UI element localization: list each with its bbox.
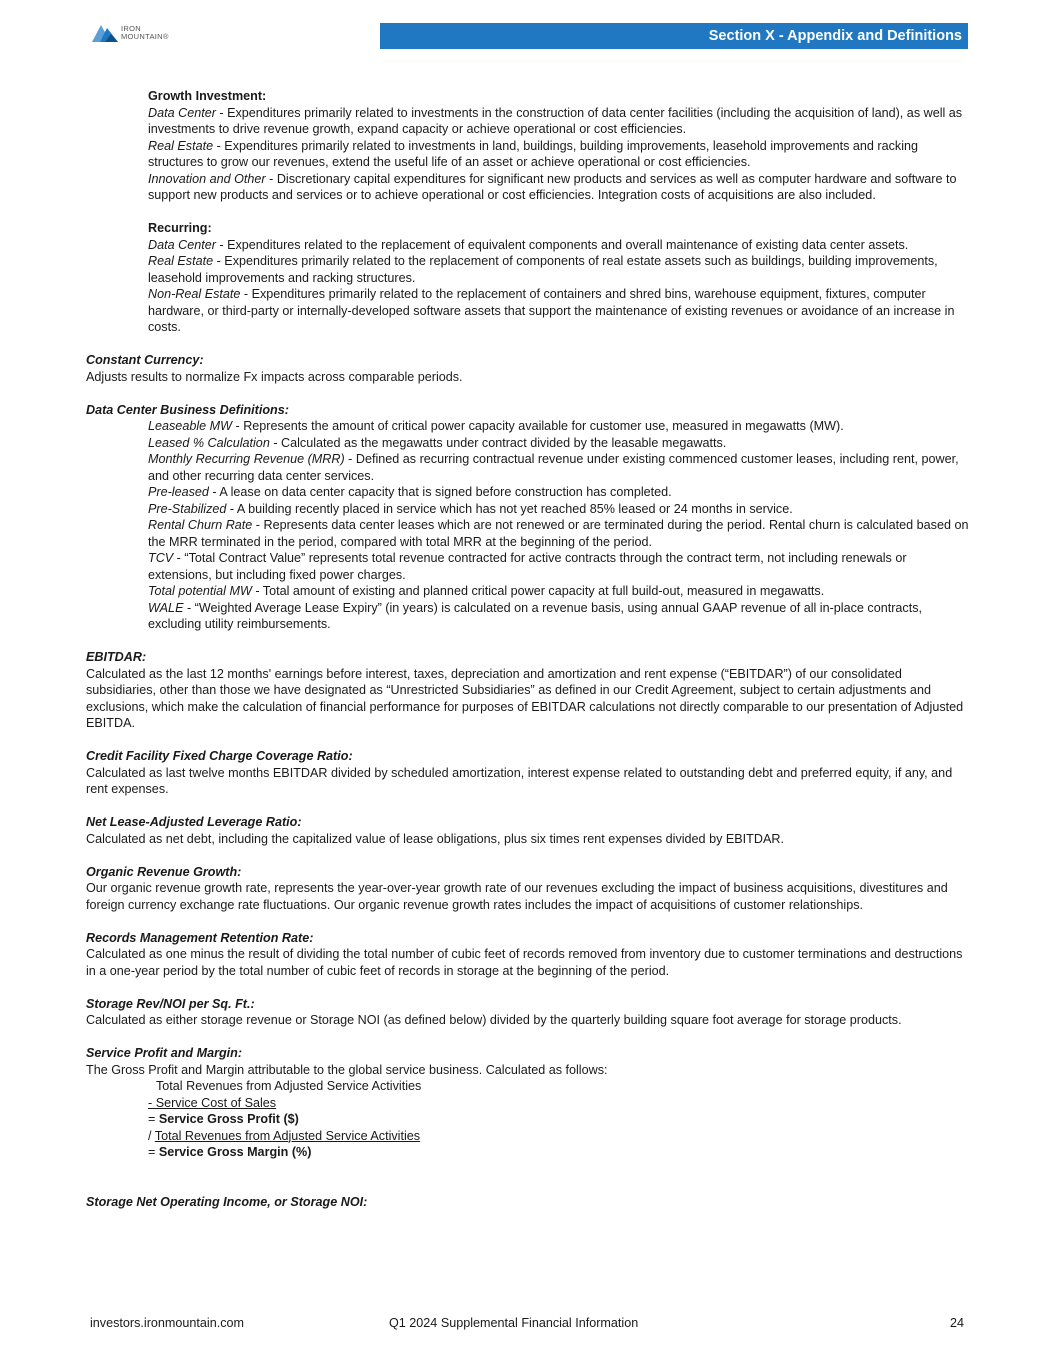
- credit-facility-heading: Credit Facility Fixed Charge Coverage Ratio:: [86, 749, 353, 763]
- records-retention-heading: Records Management Retention Rate:: [86, 930, 314, 945]
- definition-item: [148, 600, 971, 633]
- definition-text: - A lease on data center capacity that is signed before construction has completed.: [208, 485, 672, 499]
- definition-term: WALE: [148, 600, 184, 615]
- definition-term: Leased % Calculation: [148, 435, 270, 450]
- data-center-definitions-list: [86, 418, 971, 633]
- definition-term: Data Center: [148, 237, 216, 252]
- records-retention-text: Calculated as one minus the result of dividing the total number of cubic feet of records removed from inventory due to customer terminations and destructions in a one-year period by the total number of cubic feet of records in storage at the beginning of the period.: [86, 947, 963, 978]
- definition-item: [148, 517, 971, 550]
- organic-growth-text: Our organic revenue growth rate, represents the year-over-year growth rate of our revenues excluding the impact of business acquisitions, divestitures and foreign currency exchange rate fluctuations. Our organic revenue growth rates includes the impact of acquisitions of customer relationships.: [86, 881, 948, 912]
- definition-term: Total potential MW: [148, 584, 252, 598]
- recurring-heading: Recurring:: [148, 221, 212, 235]
- definition-term: Real Estate: [148, 138, 214, 153]
- definition-term: Pre-Stabilized: [148, 501, 227, 516]
- definition-item: [148, 435, 971, 452]
- calc-operator: =: [148, 1145, 159, 1159]
- footer-document-title: Q1 2024 Supplemental Financial Information: [389, 1316, 639, 1330]
- definition-term: Pre-leased: [148, 485, 209, 499]
- calc-operator: =: [148, 1112, 159, 1126]
- document-body: [86, 88, 971, 1210]
- definition-term: Leaseable MW: [148, 419, 232, 433]
- definition-item: [148, 418, 971, 435]
- definition-text: - Calculated as the megawatts under contract divided by the leasable megawatts.: [269, 435, 727, 450]
- footer-page-number: 24: [950, 1316, 965, 1330]
- definition-term: Real Estate: [148, 254, 214, 268]
- calc-line-5: [148, 1144, 971, 1161]
- definition-term: Rental Churn Rate: [148, 518, 253, 532]
- calc-line-3-text: Service Gross Profit ($): [158, 1112, 299, 1126]
- definition-item: [148, 550, 971, 583]
- section-banner: Section X - Appendix and Definitions: [380, 23, 968, 49]
- service-profit-text: The Gross Profit and Margin attributable to the global service business. Calculated as follows:: [86, 1062, 608, 1077]
- logo-line-2: MOUNTAIN®: [121, 32, 169, 41]
- service-profit-heading: Service Profit and Margin:: [86, 1046, 243, 1060]
- definition-term: Non-Real Estate: [148, 287, 241, 301]
- iron-mountain-logo: [92, 22, 169, 44]
- definition-text: - Expenditures primarily related to investments in land, buildings, building improvements, leasehold improvements and racking structures to grow our revenues, extend the useful life of an asset or achieve operational or cost efficiencies.: [148, 138, 919, 169]
- definition-text: - Represents data center leases which are not renewed or are terminated during the period. Rental churn is calculated based on the MRR terminated in the period, compared with total MRR at the beginning of the period.: [148, 518, 969, 549]
- constant-currency-heading: Constant Currency:: [86, 353, 204, 367]
- definition-item: [148, 286, 971, 336]
- calc-line-4: [148, 1128, 971, 1145]
- definition-text: - Expenditures primarily related to the replacement of containers and shred bins, warehouse equipment, fixtures, computer hardware, or third-party or internally-developed software assets that support the maintenance of existing revenues or avoidance of an increase in costs.: [148, 287, 955, 334]
- definition-text: - Total amount of existing and planned critical power capacity at full build-out, measured in megawatts.: [251, 584, 825, 598]
- organic-growth-heading: Organic Revenue Growth:: [86, 864, 242, 879]
- definition-item: [148, 451, 971, 484]
- definition-item: [148, 105, 971, 138]
- definition-text: - Expenditures related to the replacement of equivalent components and overall maintenance of existing data center assets.: [215, 237, 909, 252]
- service-profit-calculation: [86, 1078, 971, 1161]
- logo-text: [121, 25, 169, 42]
- data-center-definitions-heading: Data Center Business Definitions:: [86, 402, 289, 417]
- definition-item: [148, 501, 971, 518]
- calc-line-1: Total Revenues from Adjusted Service Activities: [156, 1079, 422, 1093]
- ebitdar-text: Calculated as the last 12 months' earnings before interest, taxes, depreciation and amortization and rent expense (“EBITDAR”) of our consolidated subsidiaries, other than those we have designated as “Unrestricted Subsidiaries” as defined in our Credit Agreement, subject to certain adjustments and exclusions, which make the calculation of financial performance for purposes of EBITDAR calculations not directly comparable to our presentation of Adjusted EBITDA.: [86, 666, 964, 730]
- mountain-logo-icon: [92, 22, 118, 44]
- definition-text: - Expenditures primarily related to the replacement of components of real estate assets such as buildings, building improvements, leasehold improvements and racking structures.: [148, 254, 938, 285]
- definition-text: - “Weighted Average Lease Expiry” (in years) is calculated on a revenue basis, using annual GAAP revenue of all in-place contracts, excluding utility reimbursements.: [148, 600, 923, 631]
- definition-term: TCV: [148, 551, 174, 565]
- net-lease-heading: Net Lease-Adjusted Leverage Ratio:: [86, 815, 302, 829]
- calc-line-2: [148, 1095, 971, 1112]
- definition-item: [148, 237, 971, 254]
- storage-noi-heading: Storage Net Operating Income, or Storage NOI:: [86, 1194, 368, 1209]
- calc-line-4-text: Total Revenues from Adjusted Service Activities: [154, 1128, 421, 1143]
- definition-text: - Defined as recurring contractual revenue under existing commenced customer leases, including rent, power, and other recurring data center services.: [148, 452, 959, 483]
- growth-investment-heading: Growth Investment:: [148, 89, 267, 103]
- definition-text: - A building recently placed in service which has not yet reached 85% leased or 24 months in service.: [226, 501, 793, 516]
- definition-item: [148, 171, 971, 204]
- definition-term: Data Center: [148, 105, 216, 120]
- definition-text: - “Total Contract Value” represents total revenue contracted for active contracts through the contract term, not including renewals or extensions, but including fixed power charges.: [148, 551, 907, 582]
- footer-website: investors.ironmountain.com: [90, 1316, 244, 1330]
- definition-term: Innovation and Other: [148, 171, 266, 186]
- calc-line-2-text: - Service Cost of Sales: [148, 1095, 277, 1110]
- definition-term: Monthly Recurring Revenue (MRR): [148, 452, 345, 466]
- logo-line-1: IRON: [121, 23, 141, 33]
- definition-item: [148, 484, 971, 501]
- definition-item: [148, 138, 971, 171]
- credit-facility-text: Calculated as last twelve months EBITDAR divided by scheduled amortization, interest expense related to outstanding debt and preferred equity, if any, and rent expenses.: [86, 765, 953, 796]
- calc-line-5-text: Service Gross Margin (%): [158, 1145, 312, 1159]
- growth-investment-section: [86, 88, 971, 336]
- definition-text: - Discretionary capital expenditures for significant new products and services as well as computer hardware and software to support new products and services or to achieve operational or cost efficiencies. Integration costs of acquisitions are also included.: [148, 171, 957, 202]
- constant-currency-text: Adjusts results to normalize Fx impacts across comparable periods.: [86, 369, 463, 384]
- ebitdar-heading: EBITDAR:: [86, 650, 147, 664]
- definition-text: - Expenditures primarily related to investments in the construction of data center facilities (including the acquisition of land), as well as investments to drive revenue growth, expand capacity or achieve operational or cost efficiencies.: [148, 105, 963, 136]
- definition-item: [148, 583, 971, 600]
- definition-item: [148, 253, 971, 286]
- calc-line-3: [148, 1111, 971, 1128]
- net-lease-text: Calculated as net debt, including the capitalized value of lease obligations, plus six times rent expenses divided by EBITDAR.: [86, 831, 784, 846]
- storage-rev-heading: Storage Rev/NOI per Sq. Ft.:: [86, 996, 255, 1011]
- calc-operator: /: [148, 1128, 155, 1143]
- storage-rev-text: Calculated as either storage revenue or Storage NOI (as defined below) divided by the quarterly building square foot average for storage products.: [86, 1013, 902, 1027]
- definition-text: - Represents the amount of critical power capacity available for customer use, measured in megawatts (MW).: [232, 419, 844, 433]
